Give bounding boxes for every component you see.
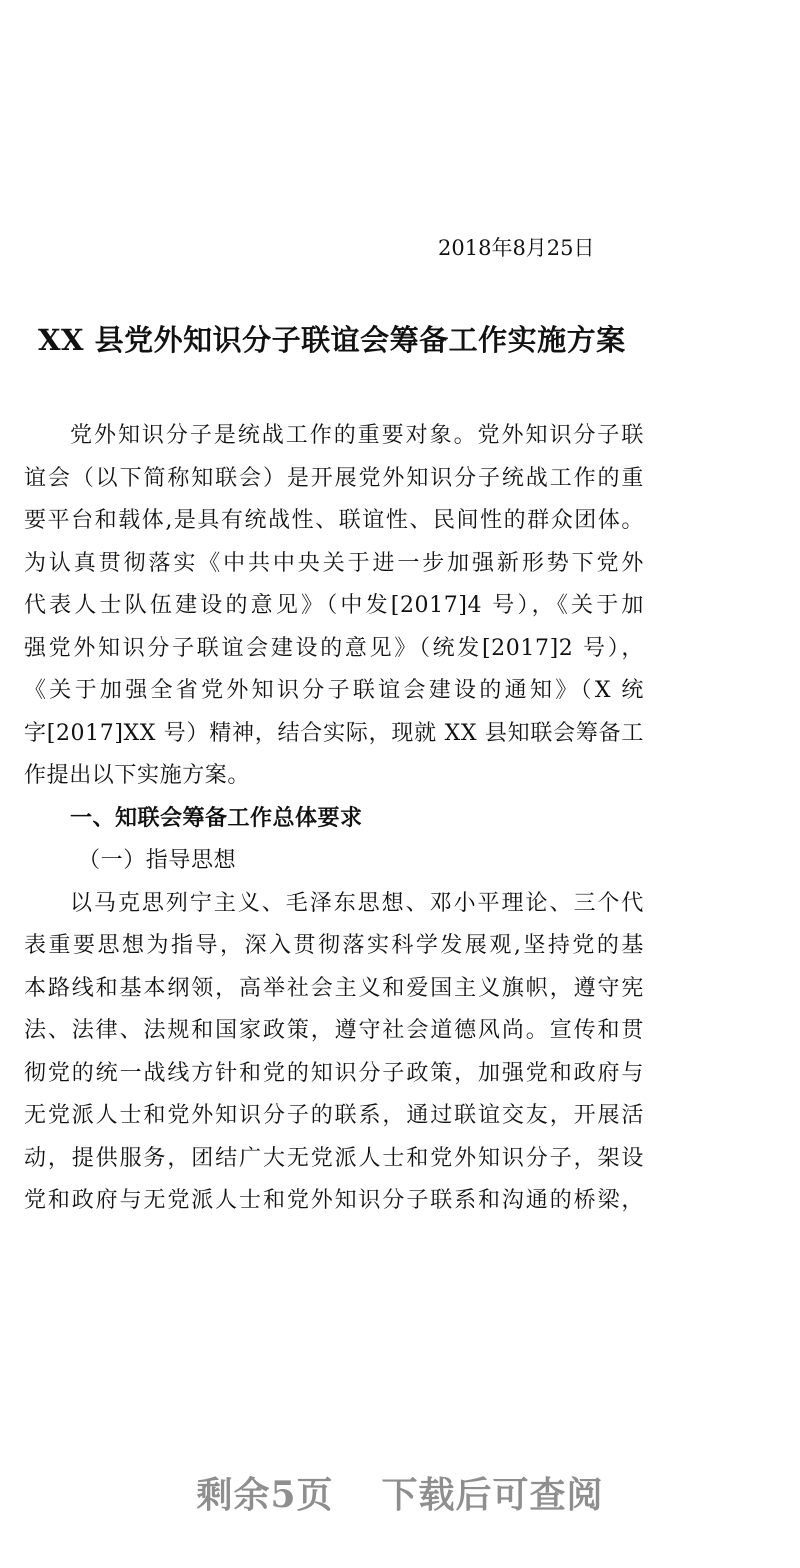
paragraph-line: 谊会（以下简称知联会）是开展党外知识分子统战工作的重 [24,465,644,491]
paragraph-line: 字[2017]XX 号）精神，结合实际，现就 XX 县知联会筹备工 [24,720,644,746]
paragraph-line: 无党派人士和党外知识分子的联系，通过联谊交友，开展活 [24,1103,644,1128]
paragraph-line: 党外知识分子是统战工作的重要对象。党外知识分子联 [70,423,644,448]
paragraph-line: 代表人士队伍建设的意见》（中发[2017]4 号），《关于加 [24,593,644,618]
paragraph-line: 本路线和基本纲领，高举社会主义和爱国主义旗帜，遵守宪 [24,975,644,1001]
paragraph-line: 党和政府与无党派人士和党外知识分子联系和沟通的桥梁， [24,1188,644,1213]
document-body [24,415,644,1223]
subsection-heading: （一）指导思想 [78,848,237,873]
paragraph-line: 法、法律、法规和国家政策，遵守社会道德风尚。宣传和贯 [24,1018,644,1043]
remaining-pages-label[interactable]: 剩余5页 [196,1473,334,1516]
document-title: XX 县党外知识分子联谊会筹备工作实施方案 [38,323,626,357]
paragraph-line: 以马克思列宁主义、毛泽东思想、邓小平理论、三个代 [70,890,644,916]
document-date: 2018年8月25日 [438,236,595,260]
paragraph-line: 强党外知识分子联谊会建设的意见》（统发[2017]2 号）， [24,635,644,661]
download-banner[interactable] [0,1462,800,1522]
download-to-view-label[interactable]: 下载后可查阅 [381,1473,604,1516]
paragraph-line: 彻党的统一战线方针和党的知识分子政策，加强党和政府与 [24,1060,644,1086]
paragraph-line: 表重要思想为指导，深入贯彻落实科学发展观,坚持党的基 [24,933,644,958]
paragraph-line: 为认真贯彻落实《中共中央关于进一步加强新形势下党外 [24,550,644,576]
section-heading: 一、知联会筹备工作总体要求 [70,805,363,831]
paragraph-line: 要平台和载体,是具有统战性、联谊性、民间性的群众团体。 [24,508,644,533]
paragraph-line: 作提出以下实施方案。 [24,763,251,788]
paragraph-line: 动，提供服务，团结广大无党派人士和党外知识分子，架设 [24,1145,644,1171]
paragraph-line: 《关于加强全省党外知识分子联谊会建设的通知》（X 统 [24,678,644,703]
